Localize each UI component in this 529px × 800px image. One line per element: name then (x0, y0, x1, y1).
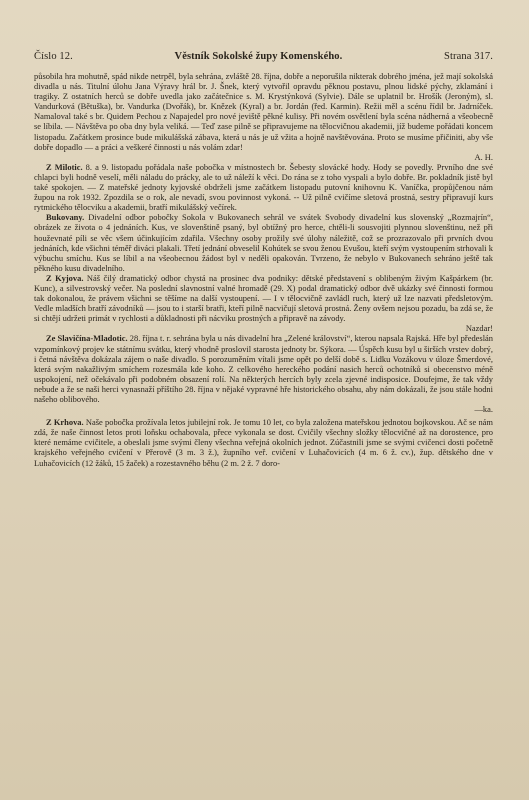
paragraph-kyjov (34, 273, 493, 323)
signature: A. H. (474, 151, 493, 162)
paragraph-text: Naše pobočka prožívala letos jubilejní rok. Je tomu 10 let, co byla založena mateřskou jednotou bojkovskou. Ač se nám zdá, že naše činnost letos proti loňsku ochabovala, přece vykonala se dost. Cvičily všechny složky tělocvičné až na dorostence, pro které nemáme cvičitele, a obeslali jsme svými členy všechna veřejná okolních jednot. Zúčastnili jsme se svými cvičenci dosti početně krajského veřejného cvičení v Přerově (3 m. 3 ž.), župního veř. cvičení v Luhačovicích (4 m. 6 ž. cv.), žup. dětského dne v Luhačovicích (12 žáků, 15 žaček) a rozestavného běhu (2 m. 2 ž. 7 doro- (34, 417, 493, 468)
page-header (34, 51, 493, 62)
paragraph-bukovany (34, 212, 493, 273)
paragraph-text: 28. října t. r. sehrána byla u nás divadelní hra „Zelené království“, kterou napsala Rajská. Hře byl předeslán vzpomínkový projev ke státnímu svátku, který vhodně proslovil starosta jednoty br. Sýkora. — Úspěch kusu byl u širších vrstev dobrý, i četná návštěva dokázala zájem o naše divadlo. S porozuměním vítali jsme opět po delší době s. Lidku Vozákovu v úloze Šmerdové, která svým nakažlivým smíchem rozesmála kde koho. Z celkového hereckého podání nasich herců ochotníků si obecenstvo méně uspokojení, než očekávalo při podobném obsazení rolí. Na některých hercích byly zcela zjevné indisposice. Doufejme, že tak vždy nebude a že se naši herci vynasnaží příštího 28. října v nějaké vypravné hře historického obsahu, aby nám dokázali, že jsou stále hodni našeho oblibového. (34, 333, 493, 404)
page-number: Strana 317. (444, 51, 493, 62)
section-heading: Bukovany. (46, 212, 85, 223)
signature: Nazdar! (465, 323, 493, 334)
paragraph-milotice (34, 162, 493, 212)
paragraph-text: Divadelní odbor pobočky Sokola v Bukovanech sehrál ve svátek Svobody divadelní kus slovenský „Rozmajrín“, obrázek ze života o 4 jednáních. Kus, ve slovenštině psaný, byl obtížný pro herce, chtěli-li sousvojiti plynnou slovenštinu, než při houževnaté píli se věc všem účinkujícím zdařila. Všechny osoby prožily své úlohy náležitě, což se prozrazovalo při prvních dvou jednáních, kde všichni téměř diváci plakali. Třetí jednání obveselil Kohútek se svou ženou Evušou, kteří svým vystoupením strhovali k výbuchu smíchu. Kus se líbil a na všeobecnou žádost byl v neděli opakován. Tvrzeno, že nebylo v Bukovanech sehráno ještě tak pěkného kusu divadelního. (34, 212, 494, 273)
section-heading: Z Kyjova. (46, 272, 84, 283)
issue-number: Číslo 12. (34, 51, 73, 62)
section-heading: Z Krhova. (46, 417, 84, 428)
section-heading: Z Milotic. (46, 161, 83, 172)
section-heading: Ze Slavičína-Mladotic. (46, 333, 128, 344)
paragraph-theatre (34, 71, 493, 152)
paragraph-krhov (34, 417, 493, 467)
journal-title: Věstník Sokolské župy Komenského. (174, 51, 343, 62)
paragraph-text: 8. a 9. listopadu pořádala naše pobočka v místnostech br. Šebesty slovácké hody. Hody se povedly. Prvního dne své chlapci byli hodně veselí, měli náladu do prácky, ale to už náleží k věci. Do rána se z toho vyspali a bylo dobře. Br. pokladník jistě byl také spokojen. — Z mateřské jednoty kyjovské obdrželi jsme začátkem listopadu putovní knihovnu K. Vaníčka, propůjčenou nám župou na rok 1932. Zpozdila se o rok, ale nevadí, svou povinnost vykoná. -- Už pilně cvičíme sletová prostná, sestry připravují kurs rytmického tělocviku a akademii, bratří mikulášský večírek. (34, 161, 493, 213)
paragraph-text: působila hra mohutně, spád nikde netrpěl, byla sehrána, zvláště 28. října, dobře a neporušila nikterak dobrého jména, jež mají sokolská divadla u nás. Titulní úlohu Jana Výravy hrál br. J. Šnek, který vytvořil opravdu pěknou postavu, plnou lidské pýchy, zklamání i tragiky. Z ostatních herců se dobře uvedla jako začátečnice s. M. Krystýnková (Sylvie). Dále se uplatnil br. Hrošík (Jeroným), sl. Vandurková (Bětuška), br. Vandurka (Dvořák), br. Knězek (Kyral) a br. Jordán (řed. Karmin). Režii měl a scénu řídil br. Jadrníček. Namaloval také s br. Quidem Pechou z Napajedel pro nové jeviště pěkné kulisy. Při novém osvětlení byla scéna nádherná a všeobecně se líbila. — Návštěva po oba dny byla veliká. — Teď zase pilně se připravujeme na tělocvičnou akademii, jíž budeme pořádati koncem listopadu. Začátkem prosince bude mikulášská zábava, která u nás je už vžita a hojně navštěvována. Proto se musíme přičiniti, aby vše dobře dopadlo — a práci a veškeré činnosti u nás volám zdar! (34, 71, 493, 152)
signature: —ka. (474, 404, 493, 415)
paragraph-text: Náš čilý dramatický odbor chystá na prosinec dva podniky: dětské představení s oblibeným živým Kašpárkem (br. Kunc), a silvestrovský večer. Na poslední slavnostní valné hromadě (29. X) podal dramatický odbor dvě ukázky své činnosti formou tak dokonalou, že právem všichni se těšíme na další vystoupení. — I v tělocvičně zavládl ruch, který už lze nazvati předsletovým. Vedle mladších bratří závodníků — jsou to i starší bratři, kteří pilně nacvičují sletová prostná. Ženy ovšem nejsou pozadu, ba zdá se, že si chtějí udržeti primát v rychlosti a důkladnosti při nácviku prostných a připravě na závody. (34, 272, 494, 324)
paragraph-slavicin (34, 333, 493, 404)
article-body (34, 71, 493, 468)
